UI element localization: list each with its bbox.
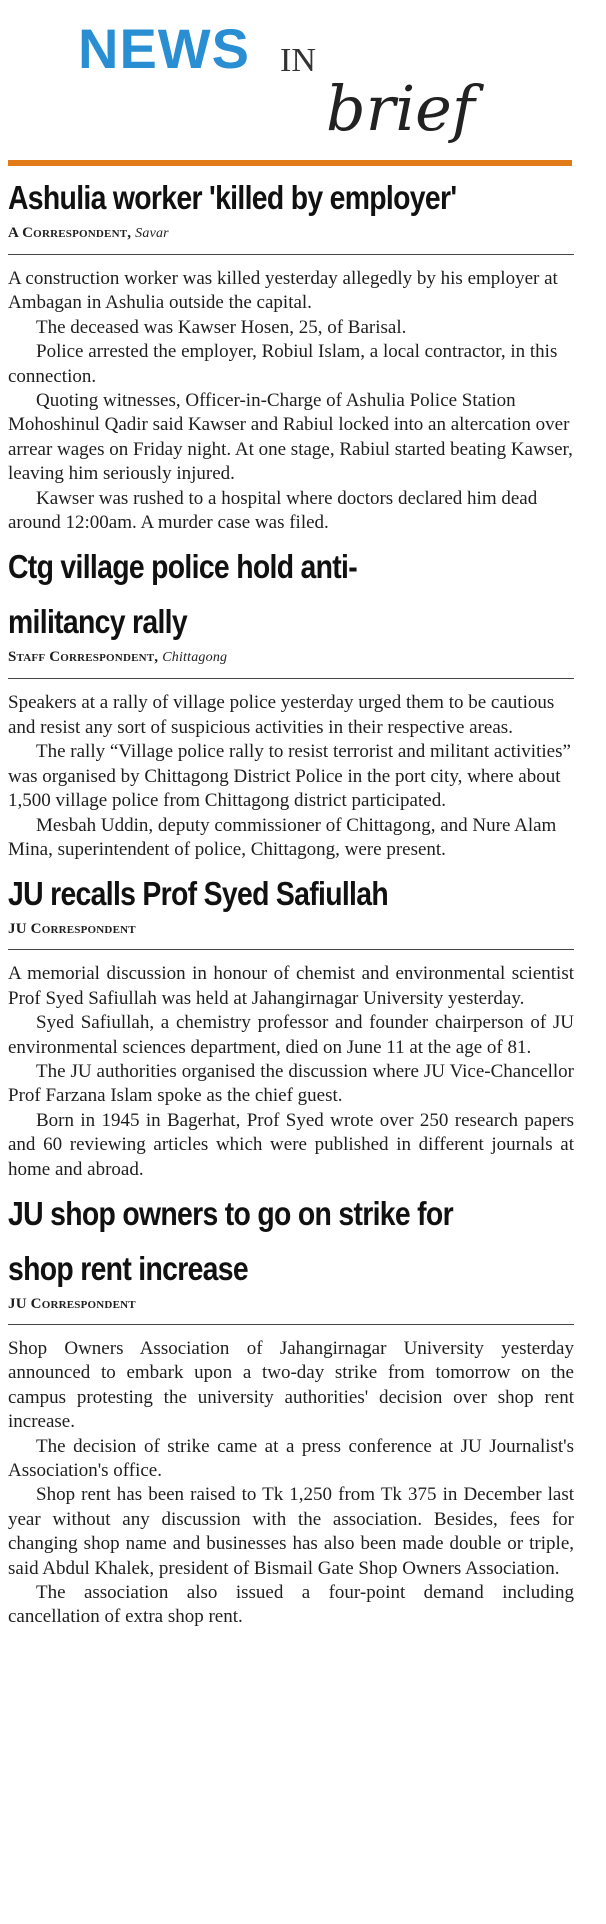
byline-name: JU Correspondent — [8, 921, 136, 938]
headline-line: shop rent increase — [8, 1249, 248, 1287]
article-paragraph: Shop rent has been raised to Tk 1,250 from Tk 375 in December last year without any discussion with the association. Besides, fees for changing shop name and businesses has also been made double or triple, said Abdul Khalek, president of Bismail Gate Shop Owners Association. — [8, 1484, 574, 1579]
headline-line: JU recalls Prof Syed Safiullah — [8, 875, 388, 913]
article-paragraph: Born in 1945 in Bagerhat, Prof Syed wrote over 250 research papers and 60 reviewing articles which were published in different journals at home and abroad. — [8, 1109, 574, 1180]
byline-name: JU Correspondent — [8, 1295, 136, 1312]
article-body — [8, 1337, 574, 1630]
masthead-in: IN — [280, 42, 316, 79]
article-body — [8, 267, 574, 535]
news-in-brief-page — [8, 0, 574, 1630]
article-paragraph: The association also issued a four-point demand including cancellation of extra shop rent. — [8, 1582, 574, 1628]
article-paragraph: Mesbah Uddin, deputy commissioner of Chittagong, and Nure Alam Mina, superintendent of police, Chittagong, were present. — [8, 814, 557, 860]
article-ctg-village-police — [8, 543, 574, 862]
article-body — [8, 962, 574, 1182]
article-paragraph: A construction worker was killed yesterday allegedly by his employer at Ambagan in Ashulia outside the capital. — [8, 268, 558, 314]
byline-divider — [8, 1324, 574, 1325]
headline-line: Ashulia worker 'killed by employer' — [8, 179, 457, 216]
article-paragraph: The rally “Village police rally to resist terrorist and militant activities” was organised by Chittagong District Police in the port city, where about 1,500 village police from Chittagong district participated. — [8, 741, 571, 812]
article-paragraph: Quoting witnesses, Officer-in-Charge of Ashulia Police Station Mohoshinul Qadir said Kawser and Rabiul locked into an altercation over arrear wages on Friday night. At one stage, Rabiul started beating Kawser, leaving him seriously injured. — [8, 390, 573, 485]
article-paragraph: Kawser was rushed to a hospital where doctors declared him dead around 12:00am. A murder case was filed. — [8, 487, 538, 534]
headline-line: JU shop owners to go on strike for — [8, 1194, 453, 1232]
byline-divider — [8, 678, 574, 679]
byline-place: Chittagong — [162, 650, 228, 666]
article-paragraph: Police arrested the employer, Robiul Islam, a local contractor, in this connection. — [8, 341, 558, 387]
article-paragraph: The deceased was Kawser Hosen, 25, of Barisal. — [36, 316, 407, 338]
article-ju-shop-strike — [8, 1190, 574, 1630]
byline-place: Savar — [135, 226, 169, 241]
byline-name: A Correspondent, — [8, 225, 132, 241]
article-paragraph: A memorial discussion in honour of chemist and environmental scientist Prof Syed Safiullah was held at Jahangirnagar University yesterday. — [8, 963, 574, 1009]
article-byline — [8, 645, 574, 670]
article-headline — [8, 174, 574, 221]
article-paragraph: Syed Safiullah, a chemistry professor and founder chairperson of JU environmental sciences department, died on June 11 at the age of 81. — [8, 1012, 574, 1058]
article-paragraph: Speakers at a rally of village police yesterday urged them to be cautious and resist any sort of suspicious activities in their respective areas. — [8, 692, 555, 738]
byline-divider — [8, 949, 574, 950]
byline-divider — [8, 254, 574, 255]
article-paragraph: The JU authorities organised the discussion where JU Vice-Chancellor Prof Farzana Islam spoke as the chief guest. — [8, 1060, 574, 1107]
masthead-news: NEWS — [78, 17, 250, 80]
article-headline — [8, 870, 574, 917]
article-byline — [8, 917, 574, 941]
article-byline — [8, 221, 574, 246]
article-ashulia-worker — [8, 174, 574, 535]
article-body — [8, 691, 574, 862]
masthead-brief: brief — [326, 72, 475, 145]
article-ju-recalls-safiullah — [8, 870, 574, 1182]
article-byline — [8, 1292, 574, 1316]
article-paragraph: The decision of strike came at a press conference at JU Journalist's Association's office. — [8, 1435, 574, 1481]
section-masthead — [8, 0, 572, 166]
article-paragraph: Shop Owners Association of Jahangirnagar University yesterday announced to embark upon a two-day strike from tomorrow on the campus protesting the university authorities' decision over shop rent increase. — [8, 1337, 574, 1433]
headline-line: militancy rally — [8, 603, 187, 641]
byline-name: Staff Correspondent, — [8, 649, 159, 666]
article-headline — [8, 543, 574, 645]
headline-line: Ctg village police hold anti- — [8, 548, 358, 586]
article-headline — [8, 1190, 574, 1292]
